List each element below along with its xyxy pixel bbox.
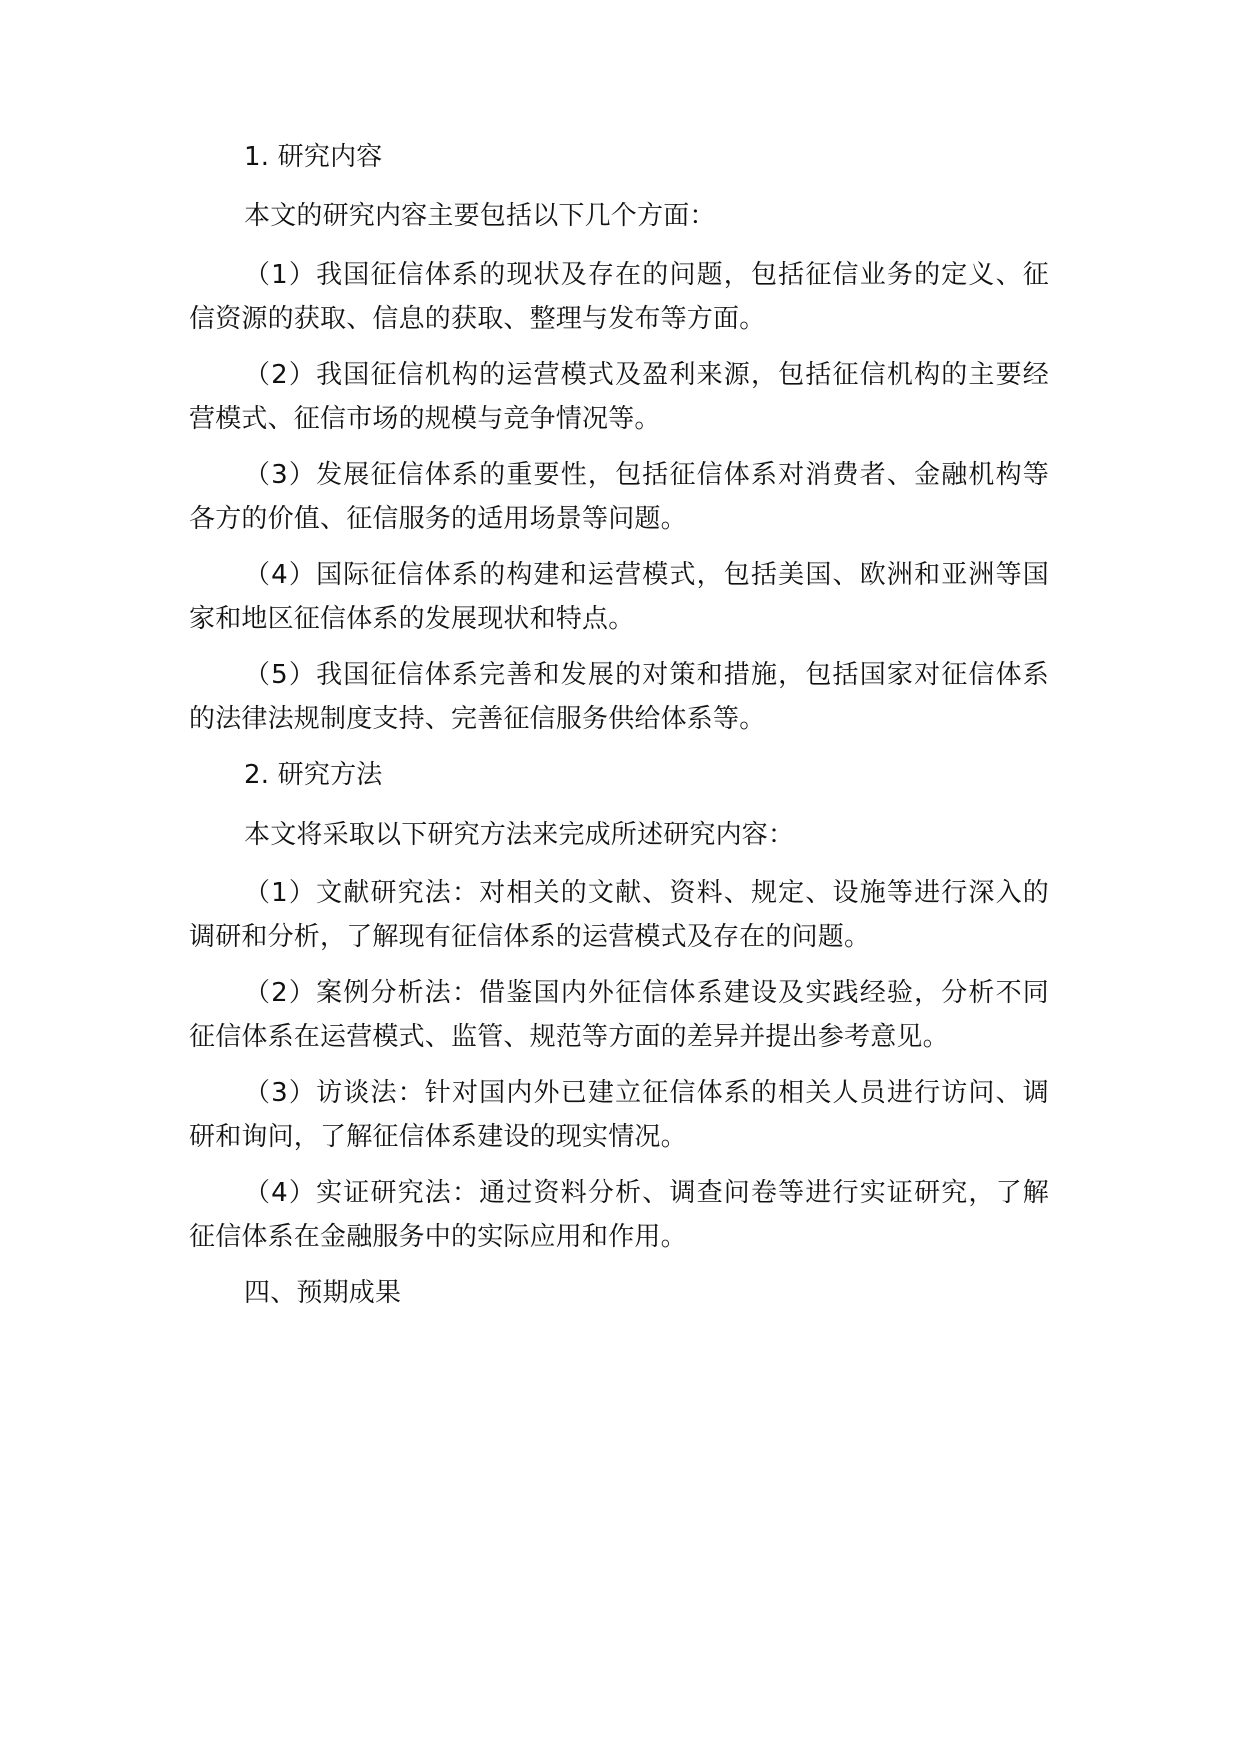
content-item-1-line1: （1）我国征信体系的现状及存在的问题，包括征信业务的定义、征 xyxy=(244,260,1049,290)
method-item-1-line2: 调研和分析，了解现有征信体系的运营模式及存在的问题。 xyxy=(189,922,871,952)
content-item-5-line2: 的法律法规制度支持、完善征信服务供给体系等。 xyxy=(189,704,766,734)
method-item-1-line1: （1）文献研究法：对相关的文献、资料、规定、设施等进行深入的 xyxy=(244,878,1049,908)
section-heading-expected-results: 四、预期成果 xyxy=(244,1278,402,1308)
content-item-4-line1: （4）国际征信体系的构建和运营模式，包括美国、欧洲和亚洲等国 xyxy=(244,560,1049,590)
content-item-3-line2: 各方的价值、征信服务的适用场景等问题。 xyxy=(189,504,687,534)
method-item-3-line1: （3）访谈法：针对国内外已建立征信体系的相关人员进行访问、调 xyxy=(244,1078,1049,1108)
method-item-4-line1: （4）实证研究法：通过资料分析、调查问卷等进行实证研究，了解 xyxy=(244,1178,1049,1208)
content-item-2-line1: （2）我国征信机构的运营模式及盈利来源，包括征信机构的主要经 xyxy=(244,360,1049,390)
section-intro-research-content: 本文的研究内容主要包括以下几个方面： xyxy=(244,201,716,231)
method-item-2-line2: 征信体系在运营模式、监管、规范等方面的差异并提出参考意见。 xyxy=(189,1022,949,1052)
method-item-2-line1: （2）案例分析法：借鉴国内外征信体系建设及实践经验，分析不同 xyxy=(244,978,1049,1008)
method-item-4-line2: 征信体系在金融服务中的实际应用和作用。 xyxy=(189,1222,687,1252)
section-intro-research-method: 本文将采取以下研究方法来完成所述研究内容： xyxy=(244,820,795,850)
content-item-2-line2: 营模式、征信市场的规模与竞争情况等。 xyxy=(189,404,661,434)
content-item-4-line2: 家和地区征信体系的发展现状和特点。 xyxy=(189,604,635,634)
method-item-3-line2: 研和询问，了解征信体系建设的现实情况。 xyxy=(189,1122,687,1152)
content-item-1-line2: 信资源的获取、信息的获取、整理与发布等方面。 xyxy=(189,304,766,334)
section-heading-research-content: 1. 研究内容 xyxy=(244,142,383,172)
content-item-5-line1: （5）我国征信体系完善和发展的对策和措施，包括国家对征信体系 xyxy=(244,660,1049,690)
section-heading-research-method: 2. 研究方法 xyxy=(244,760,383,790)
content-item-3-line1: （3）发展征信体系的重要性，包括征信体系对消费者、金融机构等 xyxy=(244,460,1049,490)
